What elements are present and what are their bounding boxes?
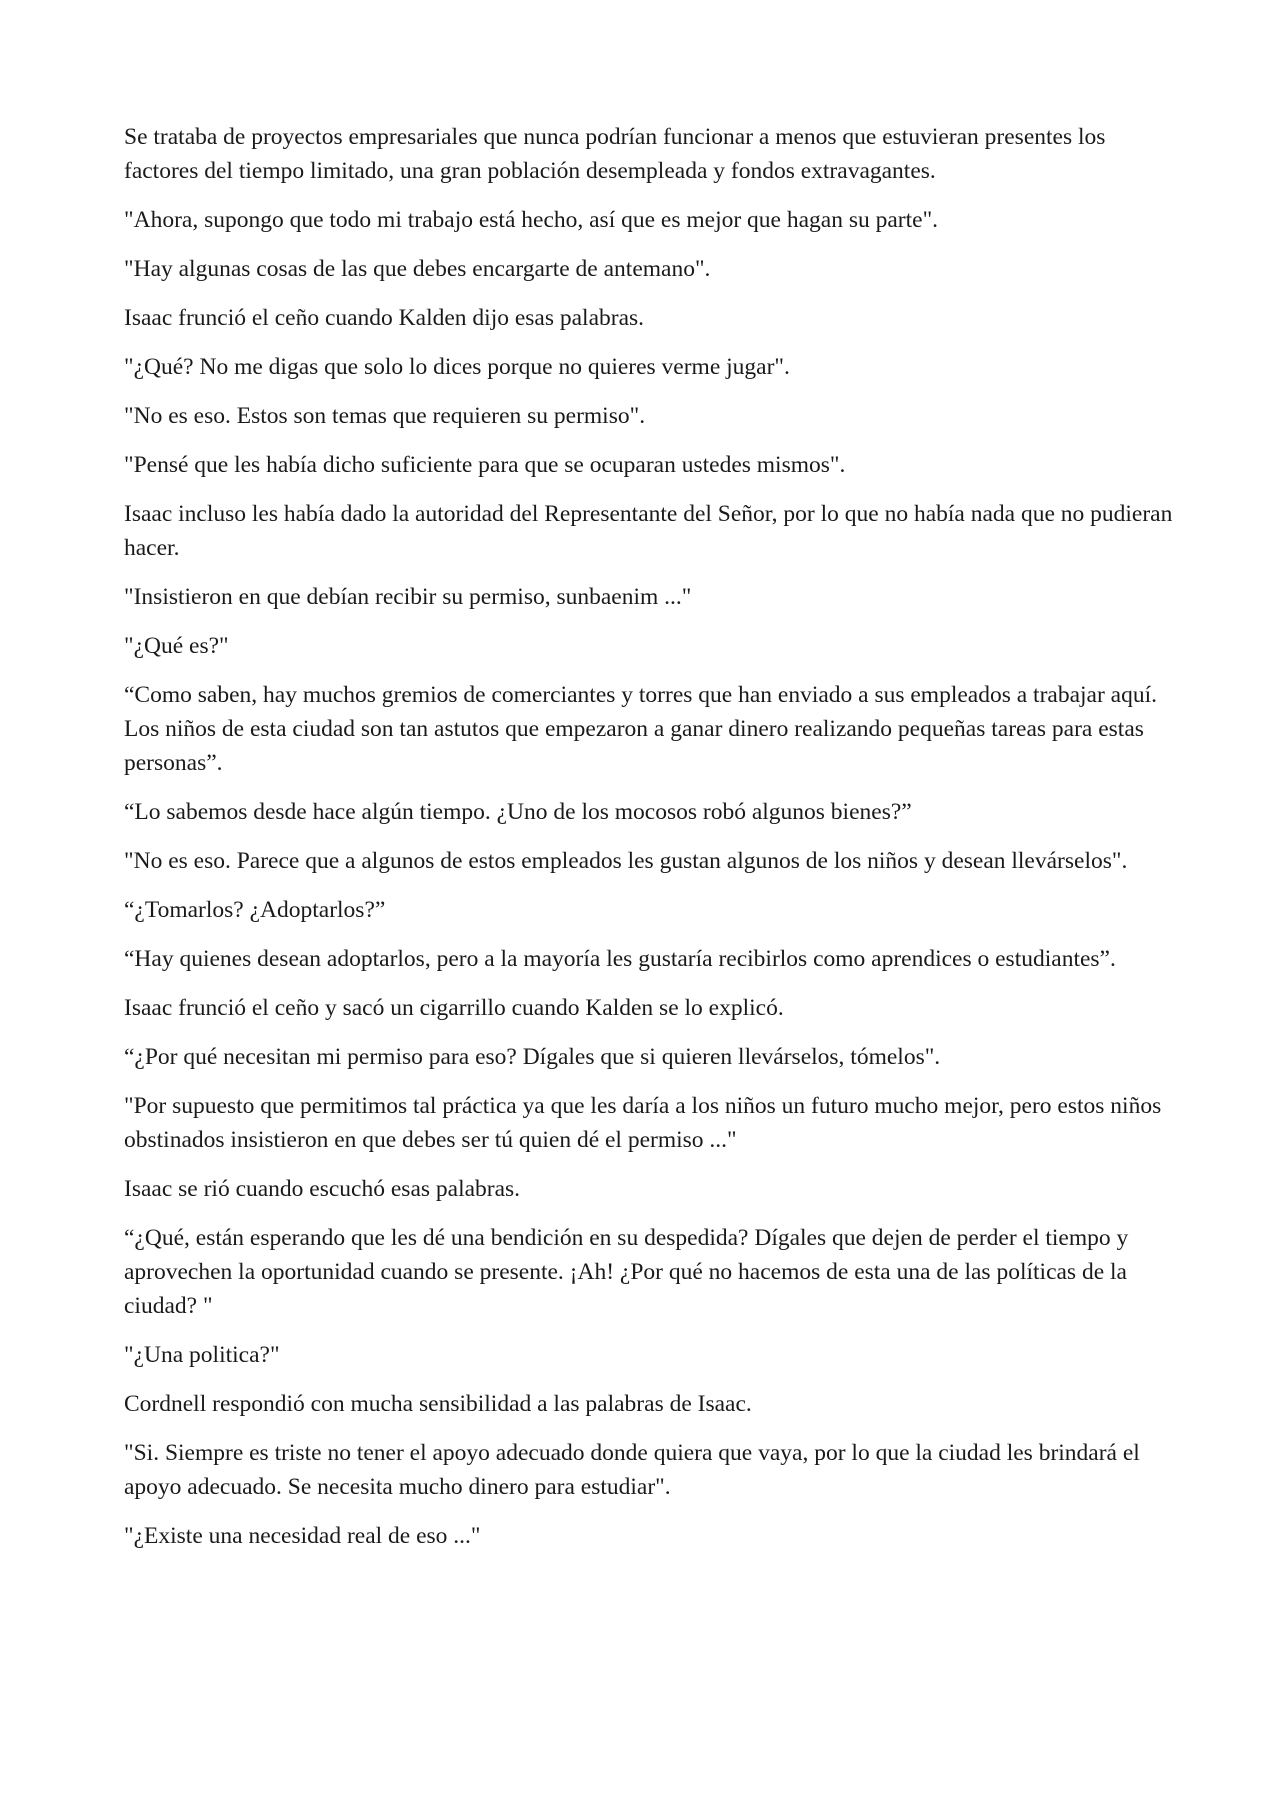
paragraph: "¿Una politica?"	[124, 1342, 280, 1368]
paragraph: “¿Tomarlos? ¿Adoptarlos?”	[124, 897, 386, 923]
paragraph: Isaac incluso les había dado la autoridad del Representante del Señor, por lo que no había nada que no pudieran hacer.	[124, 501, 1173, 561]
paragraph: “Lo sabemos desde hace algún tiempo. ¿Uno de los mocosos robó algunos bienes?”	[124, 799, 912, 825]
paragraph: "No es eso. Estos son temas que requieren su permiso".	[124, 403, 646, 429]
paragraph: "Por supuesto que permitimos tal práctica ya que les daría a los niños un futuro mucho mejor, pero estos niños obstinados insistieron en que debes ser tú quien dé el permiso ..."	[124, 1093, 1162, 1153]
paragraph: “¿Qué, están esperando que les dé una bendición en su despedida? Dígales que dejen de perder el tiempo y aprovechen la oportunidad cuando se presente. ¡Ah! ¿Por qué no hacemos de esta una de las políticas de la ciudad? "	[124, 1225, 1129, 1319]
paragraph: “Hay quienes desean adoptarlos, pero a la mayoría les gustaría recibirlos como aprendices o estudiantes”.	[124, 946, 1116, 972]
paragraph: “Como saben, hay muchos gremios de comerciantes y torres que han enviado a sus empleados a trabajar aquí. Los niños de esta ciudad son tan astutos que empezaron a ganar dinero realizando pequeñas tareas para estas personas”.	[124, 682, 1158, 776]
paragraph: "Hay algunas cosas de las que debes encargarte de antemano".	[124, 256, 711, 282]
paragraph: "Ahora, supongo que todo mi trabajo está hecho, así que es mejor que hagan su parte".	[124, 207, 939, 233]
paragraph: Se trataba de proyectos empresariales que nunca podrían funcionar a menos que estuvieran presentes los factores del tiempo limitado, una gran población desempleada y fondos extravagantes.	[124, 124, 1106, 184]
document-body	[124, 120, 1174, 1568]
paragraph: "No es eso. Parece que a algunos de estos empleados les gustan algunos de los niños y desean llevárselos".	[124, 848, 1128, 874]
paragraph: "¿Existe una necesidad real de eso ..."	[124, 1523, 481, 1549]
paragraph: "Insistieron en que debían recibir su permiso, sunbaenim ..."	[124, 584, 692, 610]
paragraph: Isaac frunció el ceño cuando Kalden dijo esas palabras.	[124, 305, 645, 331]
paragraph: "Si. Siempre es triste no tener el apoyo adecuado donde quiera que vaya, por lo que la ciudad les brindará el apoyo adecuado. Se necesita mucho dinero para estudiar".	[124, 1440, 1140, 1500]
paragraph: "¿Qué es?"	[124, 633, 229, 659]
paragraph: Isaac frunció el ceño y sacó un cigarrillo cuando Kalden se lo explicó.	[124, 995, 784, 1021]
paragraph: “¿Por qué necesitan mi permiso para eso? Dígales que si quieren llevárselos, tómelos".	[124, 1044, 941, 1070]
paragraph: Cordnell respondió con mucha sensibilidad a las palabras de Isaac.	[124, 1391, 752, 1417]
paragraph: "¿Qué? No me digas que solo lo dices porque no quieres verme jugar".	[124, 354, 790, 380]
paragraph: Isaac se rió cuando escuchó esas palabras.	[124, 1176, 521, 1202]
paragraph: "Pensé que les había dicho suficiente para que se ocuparan ustedes mismos".	[124, 452, 846, 478]
